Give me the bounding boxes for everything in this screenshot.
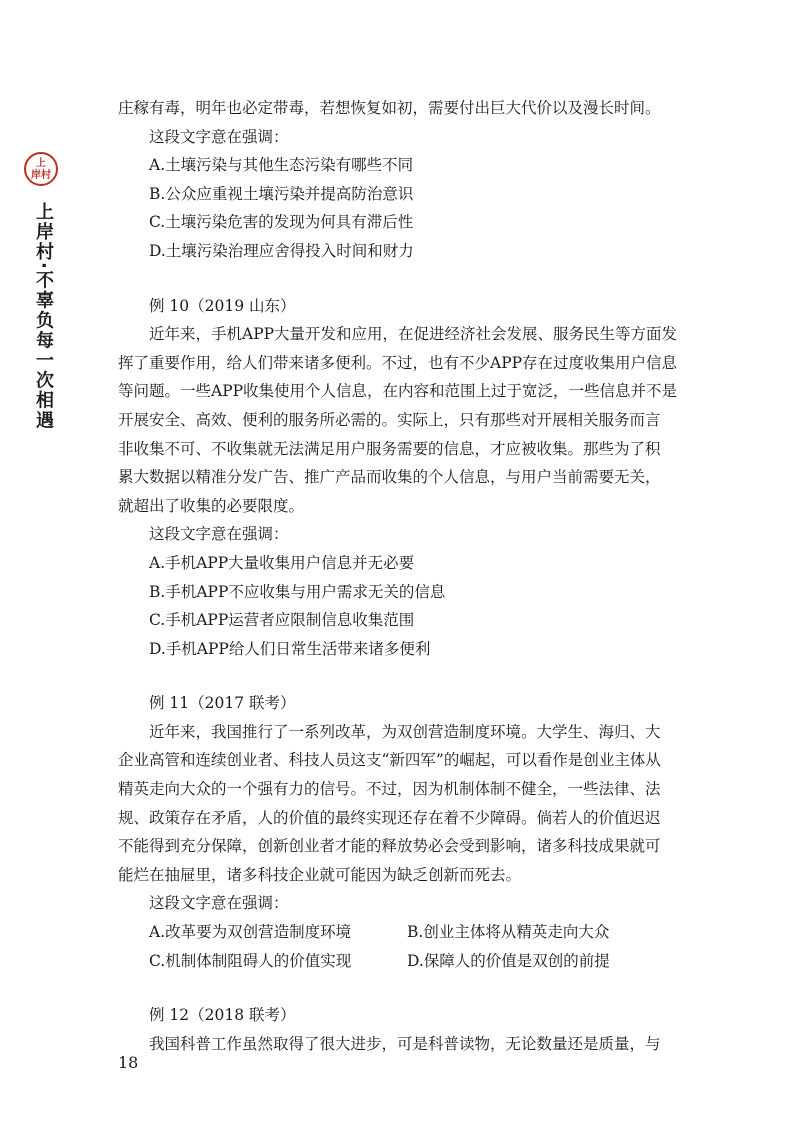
option-c: C.土壤污染危害的发现为何具有滞后性 — [149, 213, 414, 232]
passage-line: 挥了重要作用，给人们带来诸多便利。不过，也有不少APP存在过度收集用户信息 — [118, 353, 678, 372]
question-prompt: 这段文字意在强调： — [149, 525, 289, 544]
option-d: D.保障人的价值是双创的前提 — [407, 951, 610, 970]
passage-line: 非收集不可、不收集就无法满足用户服务需要的信息，才应被收集。那些为了积 — [118, 439, 661, 458]
option-c: C.手机APP运营者应限制信息收集范围 — [149, 611, 415, 630]
question-prompt: 这段文字意在强调： — [149, 894, 289, 913]
option-a: A.手机APP大量收集用户信息并无必要 — [149, 553, 415, 572]
options-row — [118, 918, 698, 947]
passage-line: 近年来，我国推行了一系列改革，为双创营造制度环境。大学生、海归、大 — [149, 722, 661, 741]
passage-line: 企业高管和连续创业者、科技人员这支“新四军”的崛起，可以看作是创业主体从 — [118, 751, 661, 770]
slogan-vertical: 上岸村·不辜负每一次相遇 — [33, 202, 54, 431]
passage-line: 能烂在抽屉里，诸多科技企业就可能因为缺乏创新而死去。 — [118, 865, 522, 884]
passage-line: 等问题。一些APP收集使用个人信息，在内容和范围上过于宽泛，一些信息并不是 — [118, 382, 678, 401]
passage-line: 开展安全、高效、便利的服务所必需的。实际上，只有那些对开展相关服务而言 — [118, 410, 661, 429]
question-prompt: 这段文字意在强调： — [149, 127, 289, 146]
option-b: B.手机APP不应收集与用户需求无关的信息 — [149, 582, 446, 601]
option-b: B.创业主体将从精英走向大众 — [407, 923, 610, 942]
passage-line: 近年来，手机APP大量开发和应用，在促进经济社会发展、服务民生等方面发 — [149, 325, 678, 344]
option-a: A.土壤污染与其他生态污染有哪些不同 — [149, 156, 414, 175]
logo-seal: 上 岸村 — [24, 152, 58, 186]
options-row — [118, 947, 698, 976]
option-c: C.机制体制阻碍人的价值实现 — [149, 951, 352, 970]
option-d: D.土壤污染治理应舍得投入时间和财力 — [149, 241, 414, 260]
page-content — [118, 94, 698, 1058]
option-b: B.公众应重视土壤污染并提高防治意识 — [149, 184, 414, 203]
passage-line: 精英走向大众的一个强有力的信号。不过，因为机制体制不健全，一些法律、法 — [118, 780, 661, 799]
passage-line: 就超出了收集的必要限度。 — [118, 496, 305, 515]
passage-line: 累大数据以精准分发广告、推广产品而收集的个人信息，与用户当前需要无关， — [118, 468, 661, 487]
intro-line: 庄稼有毒，明年也必定带毒，若想恢复如初，需要付出巨大代价以及漫长时间。 — [118, 99, 661, 117]
passage-line: 规、政策存在矛盾，人的价值的最终实现还存在着不少障碍。倘若人的价值迟迟 — [118, 808, 661, 827]
passage-line: 我国科普工作虽然取得了很大进步，可是科普读物，无论数量还是质量，与 — [149, 1034, 661, 1053]
example-label: 例 11（2017 联考） — [149, 694, 296, 713]
page-number: 18 — [118, 1053, 139, 1072]
example-label: 例 12（2018 联考） — [149, 1006, 296, 1025]
example-label: 例 10（2019 山东） — [149, 296, 296, 315]
option-a: A.改革要为双创营造制度环境 — [149, 923, 352, 942]
option-d: D.手机APP给人们日常生活带来诸多便利 — [149, 639, 431, 658]
sidebar — [22, 152, 62, 431]
passage-line: 不能得到充分保障，创新创业者才能的释放势必会受到影响，诸多科技成果就可 — [118, 837, 661, 856]
